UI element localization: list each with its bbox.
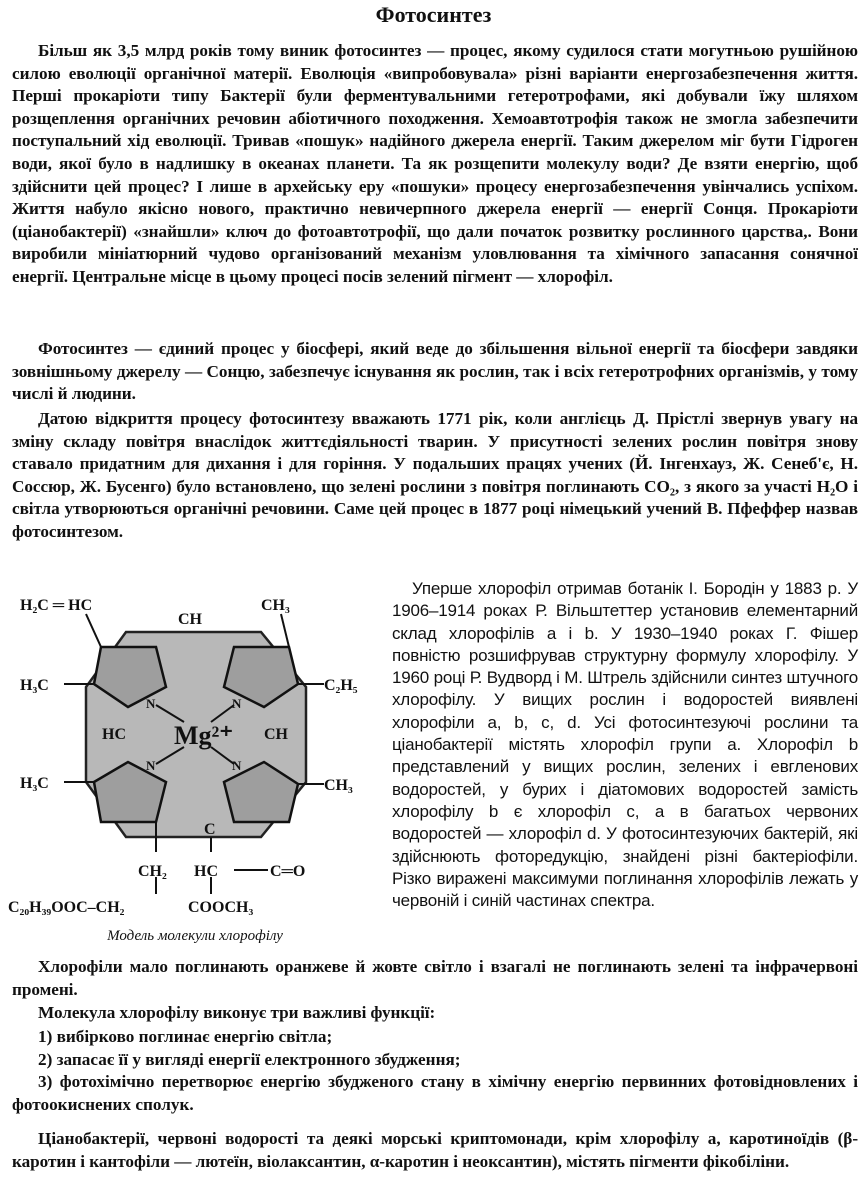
paragraph-origin: Більш як 3,5 млрд років тому виник фотосинтез — процес, якому судилося стати могутньою рушійною силою еволюції органічної матерії. Еволюція «випробовувала» різні варіанти енергозабезпечення життя. Перші прокаріоти типу Бактерії були ферментувальними гетеротрофами, які добували їжу шляхом розщеплення органічних речовин абіотичного походження. Хемоавтотрофія також не змогла забезпечити поступальний хід еволюції. Тривав «пошук» надійного джерела енергії. Таким джерелом міг бути Гідроген води, якої було в надлишку в океанах планети. Та як розщепити молекулу води? Де взяти енергію, щоб здійснити цей процес? І лише в архейську еру «пошуки» процесу енергозабезпечення увінчались успіхом. Життя набуло якісно нового, практично невичерпного джерела енергії — енергії Сонця. Прокаріоти (ціанобактерії) «знайшли» ключ до фотоавтотрофії, що дали початок розвитку рослинного царства,. Вони виробили мініатюрний чудово організований механізм уловлювання та хімічного запасання сонячної енергії. Центральне місце в цьому процесі посів зелений пігмент — хлорофіл. [12, 41, 858, 286]
methyl-top-label: CH₃ [261, 597, 290, 614]
methyl-ester-label: COOCH₃ [188, 899, 254, 916]
nitrogen-label: N [232, 696, 242, 711]
nitrogen-label: N [146, 758, 156, 773]
methyl-left-label: H₃C [20, 677, 49, 694]
ethyl-label: C₂H₅ [324, 677, 358, 694]
chlorophyll-figure [6, 572, 384, 952]
methyl-right-label: CH₃ [324, 777, 353, 794]
list-item: 2) запасає її у вигляді енергії електронного збудження; [38, 1049, 461, 1069]
methine-left-label: HC [102, 726, 126, 743]
chlorophyll-structure-diagram [6, 572, 384, 924]
nitrogen-label: N [146, 696, 156, 711]
paragraph-biosphere: Фотосинтез — єдиний процес у біосфері, який веде до збільшення вільної енергії та біосфери завдяки зовнішньому джерелу — Сонцю, забезпечує існування як рослин, так і всіх гетеротрофних організмів, у тому числі й людини. [12, 339, 858, 404]
methine-right-label: CH [264, 726, 288, 743]
paragraph-chlorophyll-history: Уперше хлорофіл отримав ботанік І. Бородін у 1883 р. У 1906–1914 роках Р. Вільштеттер установив елементарний склад хлорофілів a і b. У 1930–1940 роках Г. Фішер повністю розшифрував структурну формулу хлорофілу. У 1960 році Р. Вудворд і М. Штрель здійснили синтез штучного хлорофілу. У вищих рослин і водоростей виявлені хлорофіли a, b, c, d. Усі фотосинтезуючі рослини та ціанобактерії містять хлорофіл групи a. Хлорофіл b представлений у вищих рослин, зелених і евгленових водоростей, у бурих і діатомових водоростей замість хлорофілу b є хлорофіл c, а в багатьох червоних водоростей — хлорофіл d. У фотосинтезуючих бактерій, які здійснюють фоторедукцію, знайдені різні бактеріофіли. Різко виражені максимуми поглинання хлорофілів лежать у червоній і синій частинах спектра. [392, 579, 858, 911]
paragraph-phycobilins: Ціанобактерії, червоні водорості та деякі морські криптомонади, крім хлорофілу a, каротиноїдів (β-каротин і кантофіли — лютеїн, віолаксантин, α-каротин і неоксантин), містять пігменти фікобіліни. [12, 1129, 858, 1171]
list-item: 1) вибірково поглинає енергію світла; [38, 1027, 333, 1046]
nitrogen-label: N [232, 758, 242, 773]
list-item: 3) фотохімічно перетворює енергію збудженого стану в хімічну енергію первинних фотовідновлених і фотоокиснених сполук. [12, 1072, 858, 1114]
methine-top-label: CH [178, 611, 202, 628]
page-title: Фотосинтез [375, 2, 492, 27]
methyl-bottom-left-label: H₃C [20, 775, 49, 792]
magnesium-label: Mg²⁺ [174, 721, 234, 750]
carbonyl-label: C═O [270, 863, 306, 880]
paragraph-absorption: Хлорофіли мало поглинають оранжеве й жовте світло і взагалі не поглинають зелені та інфрачервоні промені. [12, 957, 858, 999]
phytyl-ester-label: C₂₀H₃₉OOC–CH₂ [8, 899, 125, 916]
paragraph-functions-intro: Молекула хлорофілу виконує три важливі функції: [38, 1003, 436, 1022]
methylene-label: CH₂ [138, 863, 167, 880]
vinyl-label: H₂C ═ HC [20, 597, 93, 614]
paragraph-discovery: Датою відкриття процесу фотосинтезу вважають 1771 рік, коли англієць Д. Прістлі звернув увагу на зміну складу повітря внаслідок життєдіяльності тварин. У присутності зелених рослин повітря знову ставало придатним для дихання і для горіння. У подальших працях учених (Й. Інгенхауз, Ж. Сенеб'є, Н. Соссюр, Ж. Бусенго) було встановлено, що зелені рослини з повітря поглинають CO₂, з якого за участі H₂O і світла утворюються органічні речовини. Саме цей процес в 1877 році німецький учений В. Пфеффер назвав фотосинтезом. [12, 409, 858, 541]
carbon-bottom-label: C [204, 821, 216, 838]
figure-caption: Модель молекули хлорофілу [107, 928, 283, 944]
functions-list [12, 1026, 858, 1116]
bond-line [281, 614, 289, 647]
bond-line [86, 614, 101, 647]
ring-methine-label: HC [194, 863, 218, 880]
